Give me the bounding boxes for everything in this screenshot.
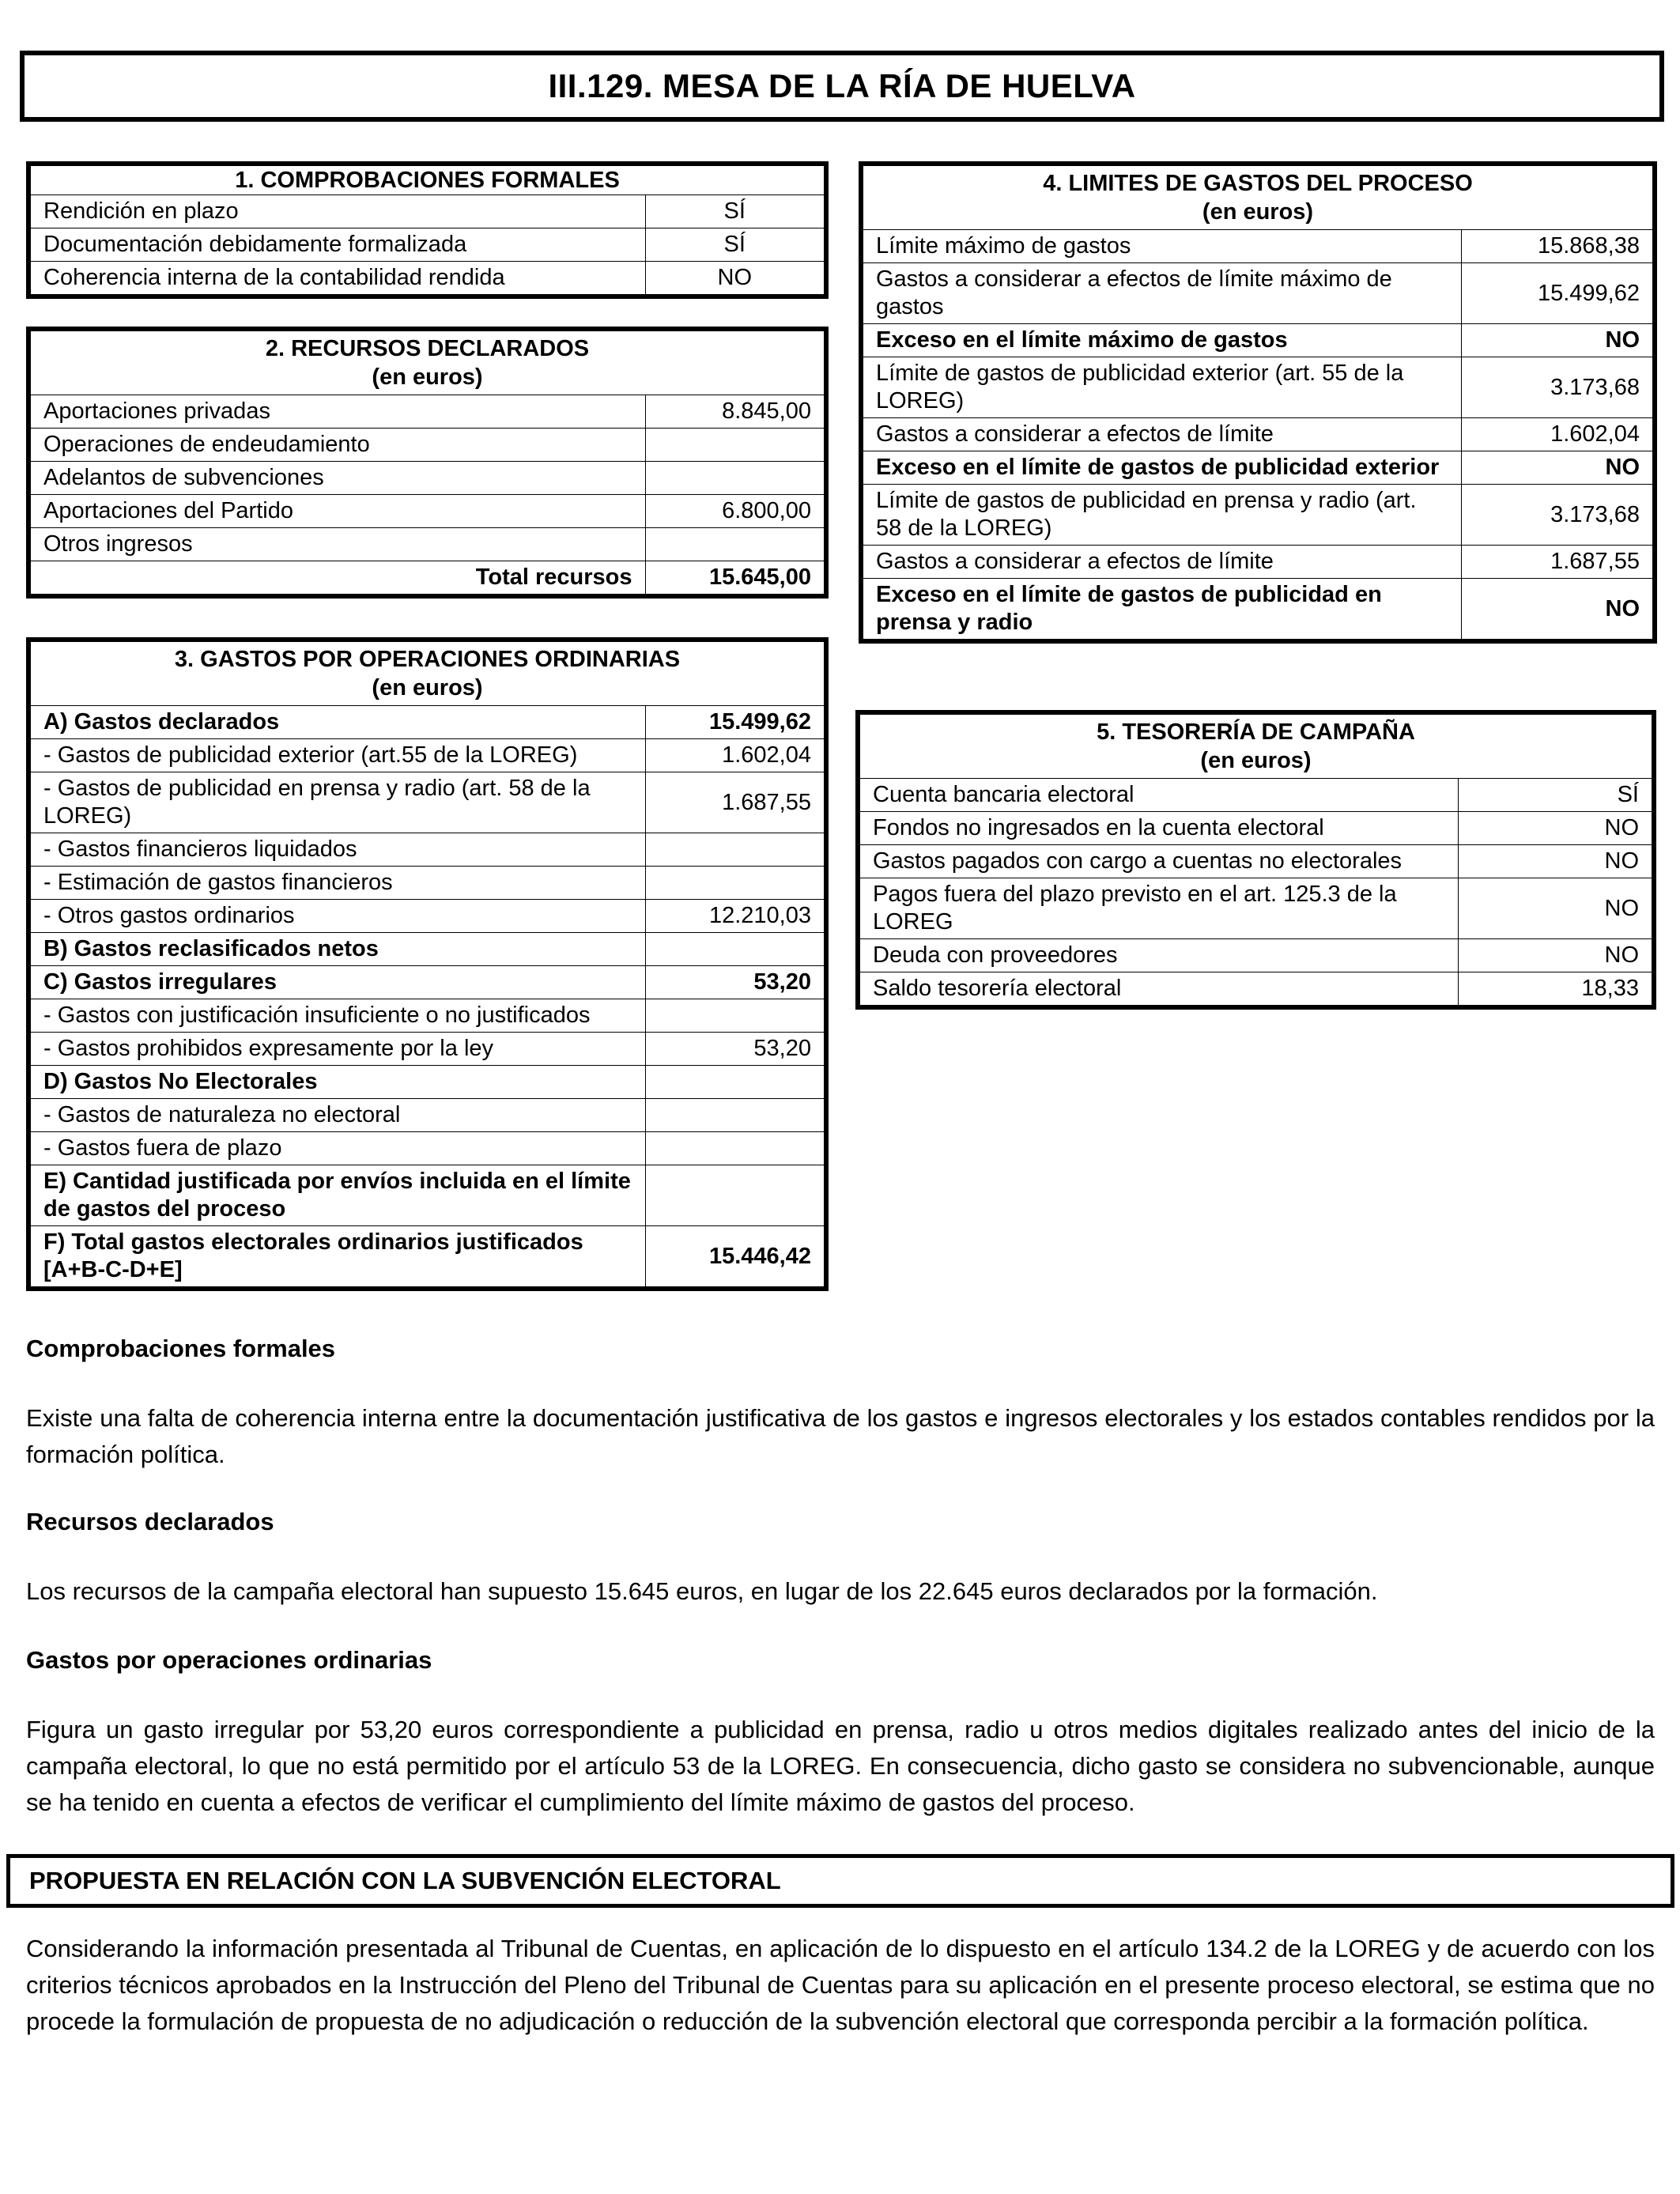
section-heading: Comprobaciones formales xyxy=(26,1335,336,1362)
table-row: A) Gastos declarados 15.499,62 xyxy=(31,706,824,739)
table-row: Cuenta bancaria electoral SÍ xyxy=(860,779,1652,812)
table-title: 4. LIMITES DE GASTOS DEL PROCESO xyxy=(1043,171,1473,196)
table-row: Exceso en el límite de gastos de publicidad exterior NO xyxy=(863,451,1652,485)
table-row: Coherencia interna de la contabilidad rendida NO xyxy=(31,262,824,295)
table-row: Otros ingresos xyxy=(31,528,824,561)
table-row: Saldo tesorería electoral 18,33 xyxy=(860,972,1652,1006)
table-row: - Gastos prohibidos expresamente por la ley 53,20 xyxy=(31,1033,824,1066)
total-row: Total recursos 15.645,00 xyxy=(31,561,824,595)
table-row: Exceso en el límite máximo de gastos NO xyxy=(863,324,1652,357)
table-row: - Gastos de naturaleza no electoral xyxy=(31,1099,824,1132)
table-row: Gastos a considerar a efectos de límite 1.687,55 xyxy=(863,546,1652,579)
section-heading: Recursos declarados xyxy=(26,1508,274,1535)
table-row: - Gastos de publicidad en prensa y radio (art. 58 de la LOREG) 1.687,55 xyxy=(31,772,824,833)
section-paragraph: Los recursos de la campaña electoral han supuesto 15.645 euros, en lugar de los 22.645 euros declarados por la formación. xyxy=(26,1577,1378,1605)
table-subtitle: (en euros) xyxy=(1202,199,1314,225)
table-row: Fondos no ingresados en la cuenta electoral NO xyxy=(860,812,1652,845)
section-comprobaciones-formales xyxy=(26,1331,1655,1473)
section-propuesta xyxy=(26,1931,1655,2040)
table-row: Límite de gastos de publicidad exterior (art. 55 de la LOREG) 3.173,68 xyxy=(863,357,1652,418)
table-limites-gastos xyxy=(859,161,1657,644)
table-row: Límite máximo de gastos 15.868,38 xyxy=(863,230,1652,263)
table-row: - Gastos fuera de plazo xyxy=(31,1132,824,1165)
propuesta-title: PROPUESTA EN RELACIÓN CON LA SUBVENCIÓN ELECTORAL xyxy=(6,1854,1674,1908)
table-gastos-ordinarios xyxy=(26,637,829,1291)
section-recursos-declarados xyxy=(26,1504,1655,1610)
table-row: Gastos a considerar a efectos de límite máximo de gastos 15.499,62 xyxy=(863,263,1652,324)
section-paragraph: Considerando la información presentada al Tribunal de Cuentas, en aplicación de lo dispuesto en el artículo 134.2 de la LOREG y de acuerdo con los criterios técnicos aprobados en la Instrucción del Pleno del Tribunal de Cuentas para su aplicación en el presente proceso electoral, se estima que no procede la formulación de propuesta de no adjudicación o reducción de la subvención electoral que corresponda percibir a la formación política. xyxy=(26,1935,1655,2035)
section-paragraph: Figura un gasto irregular por 53,20 euros correspondiente a publicidad en prensa, radio u otros medios digitales realizado antes del inicio de la campaña electoral, lo que no está permitido por el artículo 53 de la LOREG. En consecuencia, dicho gasto se considera no subvencionable, aunque se ha tenido en cuenta a efectos de verificar el cumplimiento del límite máximo de gastos del proceso. xyxy=(26,1716,1655,1816)
table-row: - Gastos de publicidad exterior (art.55 de la LOREG) 1.602,04 xyxy=(31,739,824,772)
table-row: - Gastos con justificación insuficiente o no justificados xyxy=(31,999,824,1033)
table-row: Gastos a considerar a efectos de límite 1.602,04 xyxy=(863,418,1652,451)
table-row: Adelantos de subvenciones xyxy=(31,462,824,495)
table-title: 3. GASTOS POR OPERACIONES ORDINARIAS xyxy=(174,647,681,672)
table-subtitle: (en euros) xyxy=(1200,748,1312,773)
table-subtitle: (en euros) xyxy=(372,364,483,390)
page-title: III.129. MESA DE LA RÍA DE HUELVA xyxy=(20,51,1664,122)
table-recursos-declarados xyxy=(26,327,829,599)
table-row: Límite de gastos de publicidad en prensa y radio (art. 58 de la LOREG) 3.173,68 xyxy=(863,485,1652,546)
table-row: Pagos fuera del plazo previsto en el art. 125.3 de la LOREG NO xyxy=(860,878,1652,939)
table-row: Operaciones de endeudamiento xyxy=(31,429,824,462)
table-row: - Gastos financieros liquidados xyxy=(31,833,824,867)
table-row: Exceso en el límite de gastos de publicidad en prensa y radio NO xyxy=(863,579,1652,640)
table-row: Aportaciones del Partido 6.800,00 xyxy=(31,495,824,528)
table-row: C) Gastos irregulares 53,20 xyxy=(31,966,824,999)
table-row: Aportaciones privadas 8.845,00 xyxy=(31,395,824,429)
table-title: 2. RECURSOS DECLARADOS xyxy=(265,336,590,361)
table-row: E) Cantidad justificada por envíos incluida en el límite de gastos del proceso xyxy=(31,1165,824,1226)
table-row: - Otros gastos ordinarios 12.210,03 xyxy=(31,900,824,933)
table-row: B) Gastos reclasificados netos xyxy=(31,933,824,966)
table-title: 5. TESORERÍA DE CAMPAÑA xyxy=(1097,719,1415,745)
table-comprobaciones-formales xyxy=(26,161,829,299)
table-row: Gastos pagados con cargo a cuentas no electorales NO xyxy=(860,845,1652,878)
table-subtitle: (en euros) xyxy=(372,675,483,700)
section-heading: Gastos por operaciones ordinarias xyxy=(26,1646,432,1674)
table-row: - Estimación de gastos financieros xyxy=(31,867,824,900)
table-title: 1. COMPROBACIONES FORMALES xyxy=(31,166,824,195)
table-row: Documentación debidamente formalizada SÍ xyxy=(31,228,824,262)
table-row: F) Total gastos electorales ordinarios justificados [A+B-C-D+E] 15.446,42 xyxy=(31,1226,824,1287)
table-row: D) Gastos No Electorales xyxy=(31,1066,824,1099)
section-paragraph: Existe una falta de coherencia interna entre la documentación justificativa de los gastos e ingresos electorales y los estados contables rendidos por la formación política. xyxy=(26,1404,1655,1468)
table-row: Rendición en plazo SÍ xyxy=(31,195,824,228)
section-gastos-ordinarios xyxy=(26,1642,1655,1821)
table-row: Deuda con proveedores NO xyxy=(860,939,1652,972)
table-tesoreria-campana xyxy=(855,710,1656,1010)
